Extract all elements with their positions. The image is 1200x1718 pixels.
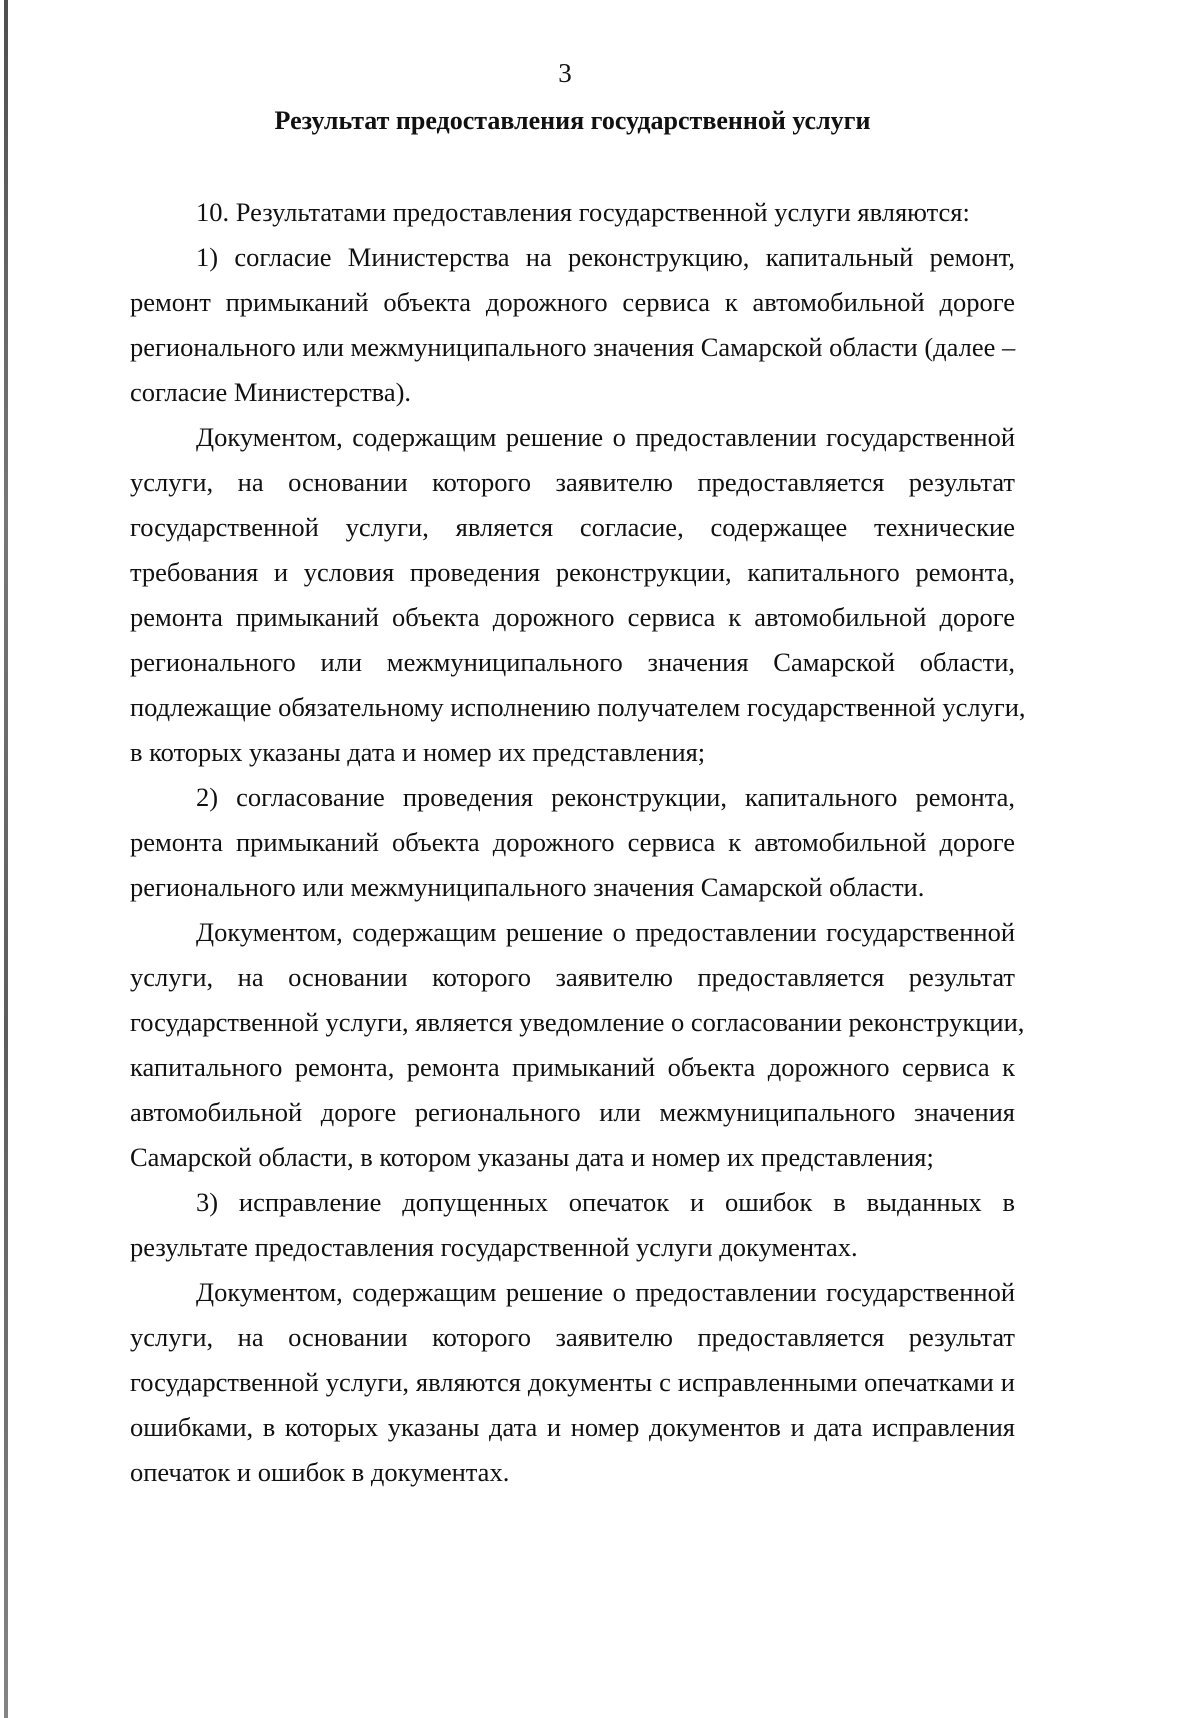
document-body — [130, 190, 1026, 1495]
paragraph-line: государственной услуги, является согласие, содержащее технические — [130, 512, 1015, 542]
paragraph-line: Документом, содержащим решение о предоставлении государственной — [196, 917, 1015, 947]
paragraph-line: Документом, содержащим решение о предоставлении государственной — [196, 422, 1015, 452]
paragraph-line: капитального ремонта, ремонта примыканий объекта дорожного сервиса к — [130, 1052, 1015, 1082]
paragraph-line: государственной услуги, являются документы с исправленными опечатками и — [130, 1367, 1015, 1397]
paragraph-line: ремонт примыканий объекта дорожного сервиса к автомобильной дороге — [130, 287, 1015, 317]
paragraph-line: 2) согласование проведения реконструкции, капитального ремонта, — [196, 782, 1015, 812]
paragraph-line: автомобильной дороге регионального или межмуниципального значения — [130, 1097, 1015, 1127]
paragraph-line: ошибками, в которых указаны дата и номер документов и дата исправления — [130, 1412, 1015, 1442]
paragraph-line: требования и условия проведения реконструкции, капитального ремонта, — [130, 557, 1015, 587]
paragraph — [130, 1270, 1015, 1495]
paragraph-line: 1) согласие Министерства на реконструкцию, капитальный ремонт, — [196, 242, 1015, 272]
paragraph-line: регионального или межмуниципального значения Самарской области (далее – — [130, 332, 1016, 362]
paragraph-line: услуги, на основании которого заявителю предоставляется результат — [130, 962, 1015, 992]
paragraph-line: государственной услуги, является уведомление о согласовании реконструкции, — [130, 1007, 1025, 1037]
paragraph-line: регионального или межмуниципального значения Самарской области. — [130, 872, 925, 902]
paragraph — [130, 415, 1026, 775]
paragraph-line: 10. Результатами предоставления государственной услуги являются: — [196, 197, 970, 227]
paragraph — [130, 910, 1025, 1180]
paragraph-line: в которых указаны дата и номер их представления; — [130, 737, 706, 767]
paragraph-line: результате предоставления государственной услуги документах. — [130, 1232, 858, 1262]
paragraph-line: услуги, на основании которого заявителю предоставляется результат — [130, 1322, 1015, 1352]
paragraph-line: ремонта примыканий объекта дорожного сервиса к автомобильной дороге — [130, 602, 1015, 632]
page-number: 3 — [558, 58, 572, 88]
paragraph — [130, 190, 1015, 235]
paragraph — [130, 775, 1015, 910]
paragraph — [130, 1180, 1015, 1270]
paragraph-line: 3) исправление допущенных опечаток и ошибок в выданных в — [196, 1187, 1015, 1217]
paragraph-line: регионального или межмуниципального значения Самарской области, — [130, 647, 1015, 677]
paragraph-line: подлежащие обязательному исполнению получателем государственной услуги, — [130, 692, 1026, 722]
scan-edge-artifact — [4, 0, 8, 1718]
paragraph-line: опечаток и ошибок в документах. — [130, 1457, 510, 1487]
section-title: Результат предоставления государственной услуги — [274, 106, 871, 135]
paragraph-line: согласие Министерства). — [130, 377, 412, 407]
paragraph-line: Документом, содержащим решение о предоставлении государственной — [196, 1277, 1015, 1307]
paragraph-line: услуги, на основании которого заявителю предоставляется результат — [130, 467, 1015, 497]
paragraph-line: ремонта примыканий объекта дорожного сервиса к автомобильной дороге — [130, 827, 1015, 857]
paragraph — [130, 235, 1015, 415]
paragraph-line: Самарской области, в котором указаны дата и номер их представления; — [130, 1142, 934, 1172]
